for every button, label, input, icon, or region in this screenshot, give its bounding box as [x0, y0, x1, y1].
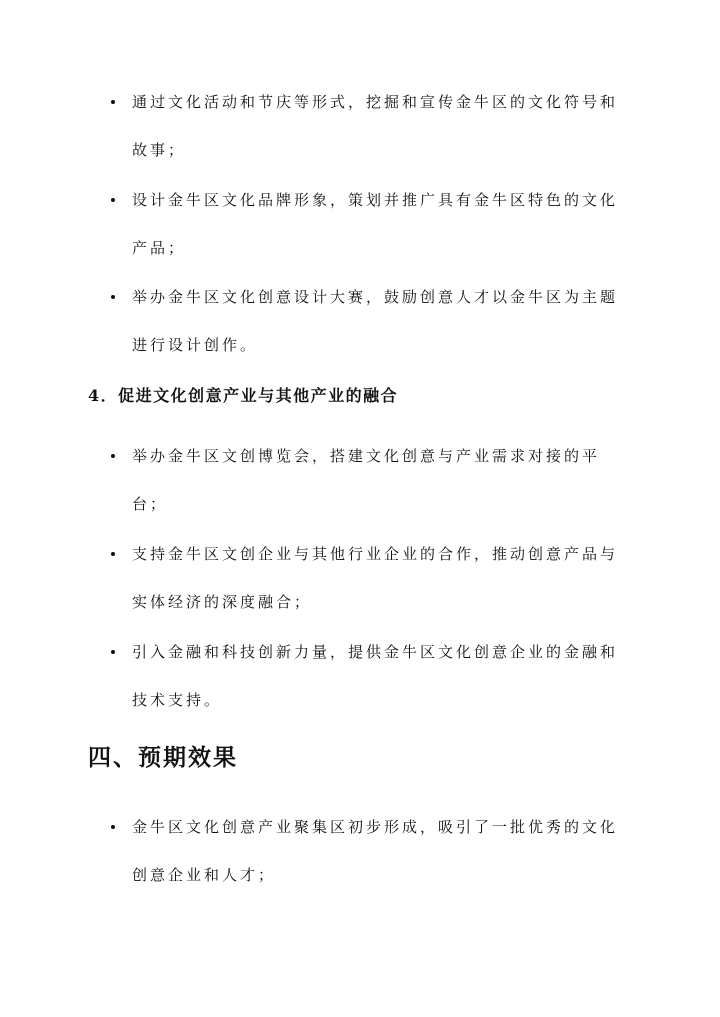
list-item	[132, 803, 620, 899]
list-item-text: 支持金牛区文创企业与其他行业企业的合作，推动创意产品与实体经济的深度融合；	[132, 545, 619, 611]
list-item-text: 通过文化活动和节庆等形式，挖掘和宣传金牛区的文化符号和故事；	[132, 93, 619, 159]
bullet-dot-icon	[111, 825, 115, 829]
list-item-text: 引入金融和科技创新力量，提供金牛区文化创意企业的金融和技术支持。	[132, 643, 619, 709]
bullet-dot-icon	[111, 198, 115, 202]
list-item-text: 举办金牛区文化创意设计大赛，鼓励创意人才以金牛区为主题进行设计创作。	[132, 288, 619, 354]
bullet-dot-icon	[111, 295, 115, 299]
bullet-dot-icon	[111, 100, 115, 104]
list-item	[132, 176, 620, 272]
list-item	[132, 628, 620, 724]
bullet-dot-icon	[111, 650, 115, 654]
list-item	[132, 273, 620, 369]
list-item	[132, 78, 620, 174]
list-item	[132, 432, 620, 528]
bullet-dot-icon	[111, 552, 115, 556]
list-item-text: 举办金牛区文创博览会，搭建文化创意与产业需求对接的平台；	[132, 447, 601, 513]
subheading-industry-fusion: 4．促进文化创意产业与其他产业的融合	[88, 386, 399, 405]
section-title-expected-results: 四、预期效果	[88, 744, 238, 771]
list-item-text: 金牛区文化创意产业聚集区初步形成，吸引了一批优秀的文化创意企业和人才；	[132, 818, 619, 884]
list-item-text: 设计金牛区文化品牌形象，策划并推广具有金牛区特色的文化产品；	[132, 191, 619, 257]
bullet-dot-icon	[111, 454, 115, 458]
list-item	[132, 530, 620, 626]
